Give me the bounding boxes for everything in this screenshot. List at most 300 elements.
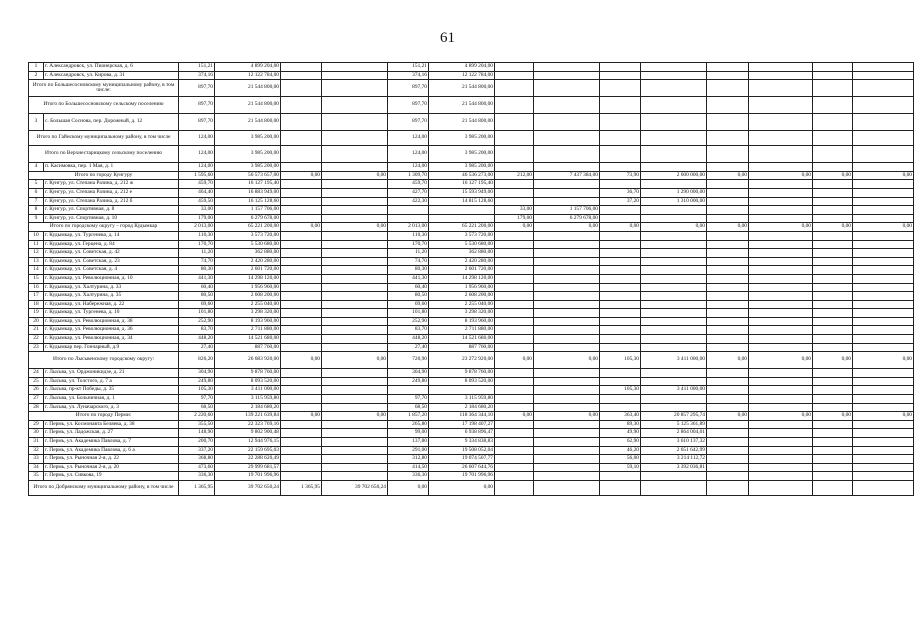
address-cell: г. Пермь, ул. Сивкова, 19 [44, 472, 179, 481]
value-cell-c14 [813, 335, 853, 344]
table-total-row [29, 131, 914, 146]
value-cell-c15 [853, 283, 914, 292]
value-cell-c9 [534, 429, 600, 438]
value-cell-c11 [641, 163, 707, 172]
table-total-row [29, 223, 914, 232]
value-cell-c8 [495, 80, 534, 97]
address-cell: г. Кунгур, ул. Спортивная, д. 10 [44, 214, 179, 223]
value-cell-c7: 3 985 200,00 [429, 131, 495, 146]
value-cell-c3: 12 122 784,00 [215, 71, 281, 80]
value-cell-c12: 0,00 [707, 352, 749, 369]
value-cell-c8 [495, 197, 534, 206]
value-cell-c2: 374,16 [179, 71, 215, 80]
table-total-row [29, 80, 914, 97]
value-cell-c11 [641, 63, 707, 72]
table-row [29, 214, 914, 223]
address-cell: г. Кунгур, ул. Степана Разина, д. 212 е [44, 188, 179, 197]
value-cell-c12 [707, 463, 749, 472]
total-label-cell: Итого по Лысьвенскому городскому округу: [29, 352, 179, 369]
value-cell-c14 [813, 292, 853, 301]
value-cell-c12 [707, 292, 749, 301]
value-cell-c8 [495, 114, 534, 131]
value-cell-c14 [813, 188, 853, 197]
value-cell-c9 [534, 438, 600, 447]
value-cell-c11 [641, 146, 707, 163]
value-cell-c12 [707, 480, 749, 495]
value-cell-c14 [813, 420, 853, 429]
value-cell-c4 [281, 114, 322, 131]
value-cell-c3: 21 544 800,00 [215, 114, 281, 131]
value-cell-c15 [853, 377, 914, 386]
value-cell-c10: 49,90 [600, 429, 641, 438]
address-cell: г. Кунгур, ул. Степана Разина, д. 212 ж [44, 180, 179, 189]
value-cell-c9 [534, 188, 600, 197]
value-cell-c2: 148,90 [179, 429, 215, 438]
value-cell-c14 [813, 131, 853, 146]
value-cell-c5 [322, 446, 388, 455]
value-cell-c9 [534, 71, 600, 80]
table-total-row [29, 171, 914, 180]
value-cell-c9: 0,00 [534, 412, 600, 421]
value-cell-c13 [749, 472, 813, 481]
value-cell-c9 [534, 455, 600, 464]
value-cell-c9 [534, 131, 600, 146]
value-cell-c2: 74,70 [179, 257, 215, 266]
row-number-cell: 20 [29, 317, 44, 326]
value-cell-c10 [600, 63, 641, 72]
table-total-row [29, 97, 914, 114]
value-cell-c15 [853, 163, 914, 172]
address-cell: г. Кудымкар, ул. Халтурина, д. 33 [44, 283, 179, 292]
value-cell-c11 [641, 395, 707, 404]
value-cell-c13 [749, 257, 813, 266]
value-cell-c5 [322, 472, 388, 481]
row-number-cell: 8 [29, 206, 44, 215]
value-cell-c13 [749, 240, 813, 249]
value-cell-c3: 2 184 680,20 [215, 403, 281, 412]
value-cell-c15 [853, 300, 914, 309]
value-cell-c10 [600, 283, 641, 292]
value-cell-c11 [641, 231, 707, 240]
value-cell-c15: 0,00 [853, 352, 914, 369]
page-number: 61 [440, 30, 455, 46]
value-cell-c14 [813, 249, 853, 258]
value-cell-c4 [281, 463, 322, 472]
value-cell-c8 [495, 266, 534, 275]
value-cell-c13 [749, 71, 813, 80]
value-cell-c11 [641, 71, 707, 80]
value-cell-c14 [813, 283, 853, 292]
value-cell-c2: 151,21 [179, 63, 215, 72]
value-cell-c9 [534, 309, 600, 318]
value-cell-c4: 0,00 [281, 412, 322, 421]
value-cell-c14 [813, 214, 853, 223]
value-cell-c2: 101,80 [179, 309, 215, 318]
value-cell-c14 [813, 114, 853, 131]
value-cell-c6: 0,00 [388, 480, 429, 495]
value-cell-c4 [281, 80, 322, 97]
value-cell-c2: 448,20 [179, 335, 215, 344]
value-cell-c9 [534, 257, 600, 266]
row-number-cell: 1 [29, 63, 44, 72]
value-cell-c9 [534, 317, 600, 326]
value-cell-c14 [813, 480, 853, 495]
address-cell: г. Александровск, ул. Кирова, д. 31 [44, 71, 179, 80]
value-cell-c3: 2 608 200,00 [215, 292, 281, 301]
row-number-cell: 7 [29, 197, 44, 206]
value-cell-c13 [749, 114, 813, 131]
value-cell-c4 [281, 97, 322, 114]
value-cell-c10 [600, 266, 641, 275]
value-cell-c13 [749, 480, 813, 495]
value-cell-c8 [495, 300, 534, 309]
value-cell-c7 [429, 206, 495, 215]
total-label-cell: Итого по Добрянскому муниципальному району, в том числе [29, 480, 179, 495]
value-cell-c6: 1 309,70 [388, 171, 429, 180]
value-cell-c12: 0,00 [707, 223, 749, 232]
value-cell-c7: 8 193 960,00 [429, 317, 495, 326]
table-row [29, 438, 914, 447]
table-row [29, 343, 914, 352]
value-cell-c12 [707, 395, 749, 404]
value-cell-c5 [322, 343, 388, 352]
value-cell-c2: 33,00 [179, 206, 215, 215]
value-cell-c4 [281, 180, 322, 189]
row-number-cell: 25 [29, 377, 44, 386]
value-cell-c6: 80,50 [388, 292, 429, 301]
table-row [29, 309, 914, 318]
table-row [29, 455, 914, 464]
value-cell-c4 [281, 266, 322, 275]
table-total-row [29, 352, 914, 369]
table-total-row [29, 146, 914, 163]
value-cell-c11: 3 610 137,32 [641, 438, 707, 447]
value-cell-c10: 46,20 [600, 446, 641, 455]
row-number-cell: 3 [29, 114, 44, 131]
value-cell-c14 [813, 369, 853, 378]
address-cell: г. Александровск, ул. Пионерская, д. 6 [44, 63, 179, 72]
value-cell-c12 [707, 420, 749, 429]
value-cell-c15 [853, 114, 914, 131]
value-cell-c4 [281, 455, 322, 464]
value-cell-c2: 110,30 [179, 231, 215, 240]
total-label-cell: Итого по городскому округу – город Кудымкар [29, 223, 179, 232]
value-cell-c13 [749, 249, 813, 258]
value-cell-c4: 0,00 [281, 223, 322, 232]
value-cell-c9 [534, 266, 600, 275]
table-row [29, 114, 914, 131]
value-cell-c15 [853, 274, 914, 283]
value-cell-c7: 19 701 996,96 [429, 472, 495, 481]
value-cell-c7: 887 760,00 [429, 343, 495, 352]
value-cell-c13 [749, 274, 813, 283]
value-cell-c15 [853, 257, 914, 266]
value-cell-c14 [813, 231, 853, 240]
row-number-cell: 32 [29, 446, 44, 455]
value-cell-c5 [322, 292, 388, 301]
value-cell-c3: 22 159 695,03 [215, 446, 281, 455]
value-cell-c11 [641, 369, 707, 378]
table-row [29, 274, 914, 283]
table-row [29, 163, 914, 172]
value-cell-c15 [853, 369, 914, 378]
address-cell: г. Кудымкар, ул. Революционная, д. 38 [44, 317, 179, 326]
value-cell-c9 [534, 240, 600, 249]
value-cell-c5 [322, 326, 388, 335]
value-cell-c13 [749, 317, 813, 326]
value-cell-c4 [281, 403, 322, 412]
value-cell-c14 [813, 446, 853, 455]
value-cell-c5 [322, 249, 388, 258]
value-cell-c8 [495, 429, 534, 438]
value-cell-c5 [322, 71, 388, 80]
value-cell-c14 [813, 438, 853, 447]
value-cell-c6: 720,90 [388, 352, 429, 369]
value-cell-c5 [322, 257, 388, 266]
value-cell-c5 [322, 420, 388, 429]
value-cell-c12 [707, 197, 749, 206]
value-cell-c3: 3 115 959,80 [215, 395, 281, 404]
value-cell-c10 [600, 206, 641, 215]
value-cell-c10 [600, 131, 641, 146]
row-number-cell: 19 [29, 309, 44, 318]
address-cell: г. Кунгур, ул. Степана Разина, д. 212 б [44, 197, 179, 206]
value-cell-c2: 441,30 [179, 274, 215, 283]
value-cell-c11: 2 864 004,01 [641, 429, 707, 438]
value-cell-c13 [749, 309, 813, 318]
value-cell-c8: 0,00 [495, 412, 534, 421]
value-cell-c6: 124,00 [388, 146, 429, 163]
value-cell-c15 [853, 240, 914, 249]
value-cell-c4 [281, 309, 322, 318]
value-cell-c12 [707, 257, 749, 266]
value-cell-c11: 1 290 000,00 [641, 188, 707, 197]
value-cell-c3: 139 221 639,84 [215, 412, 281, 421]
row-number-cell: 13 [29, 257, 44, 266]
value-cell-c3: 3 298 320,00 [215, 309, 281, 318]
value-cell-c11 [641, 283, 707, 292]
value-cell-c15 [853, 438, 914, 447]
value-cell-c15: 0,00 [853, 171, 914, 180]
value-cell-c11 [641, 97, 707, 114]
value-cell-c14 [813, 317, 853, 326]
value-cell-c9 [534, 146, 600, 163]
value-cell-c2: 69,60 [179, 300, 215, 309]
value-cell-c6: 897,70 [388, 114, 429, 131]
value-cell-c11: 1 310 000,00 [641, 197, 707, 206]
value-cell-c11: 3 411 000,00 [641, 352, 707, 369]
value-cell-c9 [534, 300, 600, 309]
value-cell-c8 [495, 326, 534, 335]
value-cell-c10 [600, 274, 641, 283]
value-cell-c15 [853, 463, 914, 472]
value-cell-c12 [707, 97, 749, 114]
value-cell-c8 [495, 188, 534, 197]
value-cell-c5 [322, 80, 388, 97]
value-cell-c7: 362 880,00 [429, 249, 495, 258]
value-cell-c8 [495, 292, 534, 301]
value-cell-c10 [600, 317, 641, 326]
value-cell-c6: 291,00 [388, 446, 429, 455]
address-cell: г. Кудымкар, ул. Тургенева, д. 10 [44, 309, 179, 318]
value-cell-c13: 0,00 [749, 412, 813, 421]
value-cell-c10 [600, 480, 641, 495]
value-cell-c5 [322, 455, 388, 464]
value-cell-c14 [813, 80, 853, 97]
value-cell-c12 [707, 386, 749, 395]
value-cell-c5: 39 702 650,24 [322, 480, 388, 495]
value-cell-c7: 65 221 200,00 [429, 223, 495, 232]
value-cell-c6: 422,30 [388, 197, 429, 206]
value-cell-c15 [853, 63, 914, 72]
value-cell-c4 [281, 197, 322, 206]
value-cell-c10 [600, 326, 641, 335]
row-number-cell: 30 [29, 429, 44, 438]
value-cell-c7: 3 985 200,00 [429, 163, 495, 172]
value-cell-c3: 2 711 880,00 [215, 326, 281, 335]
value-cell-c10 [600, 343, 641, 352]
value-cell-c10 [600, 377, 641, 386]
value-cell-c5 [322, 63, 388, 72]
address-cell: г. Кудымкар, ул. Набережная, д. 22 [44, 300, 179, 309]
value-cell-c6: 427,70 [388, 188, 429, 197]
value-cell-c13: 0,00 [749, 171, 813, 180]
address-cell: г. Кудымкар, ул. Революционная, д. 10 [44, 274, 179, 283]
value-cell-c6: 249,80 [388, 377, 429, 386]
value-cell-c15 [853, 188, 914, 197]
value-cell-c10 [600, 214, 641, 223]
value-cell-c2: 105,30 [179, 386, 215, 395]
value-cell-c9 [534, 197, 600, 206]
value-cell-c2: 897,70 [179, 114, 215, 131]
value-cell-c14 [813, 266, 853, 275]
value-cell-c3: 22 288 620,49 [215, 455, 281, 464]
value-cell-c8 [495, 146, 534, 163]
value-cell-c5 [322, 188, 388, 197]
value-cell-c9: 7 437 384,00 [534, 171, 600, 180]
value-cell-c15 [853, 420, 914, 429]
value-cell-c10 [600, 71, 641, 80]
table-total-row [29, 412, 914, 421]
value-cell-c12 [707, 188, 749, 197]
value-cell-c14 [813, 472, 853, 481]
value-cell-c13 [749, 80, 813, 97]
value-cell-c3: 2 255 040,00 [215, 300, 281, 309]
value-cell-c15: 0,00 [853, 223, 914, 232]
value-cell-c12 [707, 114, 749, 131]
value-cell-c6: 441,30 [388, 274, 429, 283]
row-number-cell: 18 [29, 300, 44, 309]
value-cell-c7: 12 122 784,00 [429, 71, 495, 80]
value-cell-c3: 12 944 976,15 [215, 438, 281, 447]
value-cell-c3: 39 702 650,24 [215, 480, 281, 495]
value-cell-c2: 97,70 [179, 395, 215, 404]
value-cell-c11 [641, 114, 707, 131]
value-cell-c5 [322, 206, 388, 215]
value-cell-c4 [281, 292, 322, 301]
value-cell-c4 [281, 395, 322, 404]
value-cell-c10: 36,70 [600, 188, 641, 197]
value-cell-c2: 27,40 [179, 343, 215, 352]
value-cell-c12 [707, 146, 749, 163]
value-cell-c6: 27,40 [388, 343, 429, 352]
row-number-cell: 5 [29, 180, 44, 189]
address-cell: г. Пермь, ул. Рыночная 2-я, д. 22 [44, 455, 179, 464]
total-label-cell: Итого по Большесосновскому муниципальному району, в том числе: [29, 80, 179, 97]
value-cell-c9 [534, 335, 600, 344]
value-cell-c15 [853, 131, 914, 146]
value-cell-c12 [707, 163, 749, 172]
value-cell-c5 [322, 114, 388, 131]
value-cell-c10 [600, 403, 641, 412]
value-cell-c7 [429, 214, 495, 223]
value-cell-c7: 2 601 720,00 [429, 266, 495, 275]
value-cell-c15 [853, 317, 914, 326]
value-cell-c13 [749, 180, 813, 189]
value-cell-c13 [749, 300, 813, 309]
value-cell-c14 [813, 180, 853, 189]
value-cell-c11 [641, 266, 707, 275]
row-number-cell: 17 [29, 292, 44, 301]
value-cell-c10 [600, 395, 641, 404]
value-cell-c10 [600, 292, 641, 301]
row-number-cell: 29 [29, 420, 44, 429]
value-cell-c15 [853, 249, 914, 258]
value-cell-c15 [853, 343, 914, 352]
value-cell-c14 [813, 240, 853, 249]
value-cell-c12: 0,00 [707, 412, 749, 421]
value-cell-c13 [749, 377, 813, 386]
value-cell-c15 [853, 429, 914, 438]
address-cell: г. Лысьва, ул. Орджоникидзе, д. 21 [44, 369, 179, 378]
value-cell-c8 [495, 163, 534, 172]
value-cell-c13: 0,00 [749, 352, 813, 369]
value-cell-c12 [707, 63, 749, 72]
value-cell-c3: 8 093 520,00 [215, 377, 281, 386]
value-cell-c9 [534, 343, 600, 352]
table-row [29, 386, 914, 395]
value-cell-c10: 363,40 [600, 412, 641, 421]
value-cell-c8 [495, 249, 534, 258]
value-cell-c9: 0,00 [534, 223, 600, 232]
value-cell-c14: 0,00 [813, 223, 853, 232]
value-cell-c6: 151,21 [388, 63, 429, 72]
value-cell-c9 [534, 63, 600, 72]
value-cell-c7: 5 530 680,00 [429, 240, 495, 249]
value-cell-c3: 4 899 204,00 [215, 63, 281, 72]
total-label-cell: Итого по Верхнестарицкому сельскому поселению [29, 146, 179, 163]
value-cell-c2: 170,70 [179, 240, 215, 249]
value-cell-c5 [322, 283, 388, 292]
value-cell-c7: 118 364 344,10 [429, 412, 495, 421]
table-row [29, 395, 914, 404]
table-row [29, 197, 914, 206]
row-number-cell: 33 [29, 455, 44, 464]
value-cell-c6: 414,50 [388, 463, 429, 472]
value-cell-c10 [600, 309, 641, 318]
value-cell-c15 [853, 197, 914, 206]
value-cell-c12 [707, 377, 749, 386]
value-cell-c6: 170,70 [388, 240, 429, 249]
row-number-cell: 34 [29, 463, 44, 472]
value-cell-c11 [641, 300, 707, 309]
value-cell-c4 [281, 377, 322, 386]
value-cell-c2: 68,50 [179, 403, 215, 412]
value-cell-c2: 60,40 [179, 283, 215, 292]
value-cell-c6: 124,00 [388, 163, 429, 172]
value-cell-c3: 56 573 657,00 [215, 171, 281, 180]
value-cell-c10 [600, 257, 641, 266]
